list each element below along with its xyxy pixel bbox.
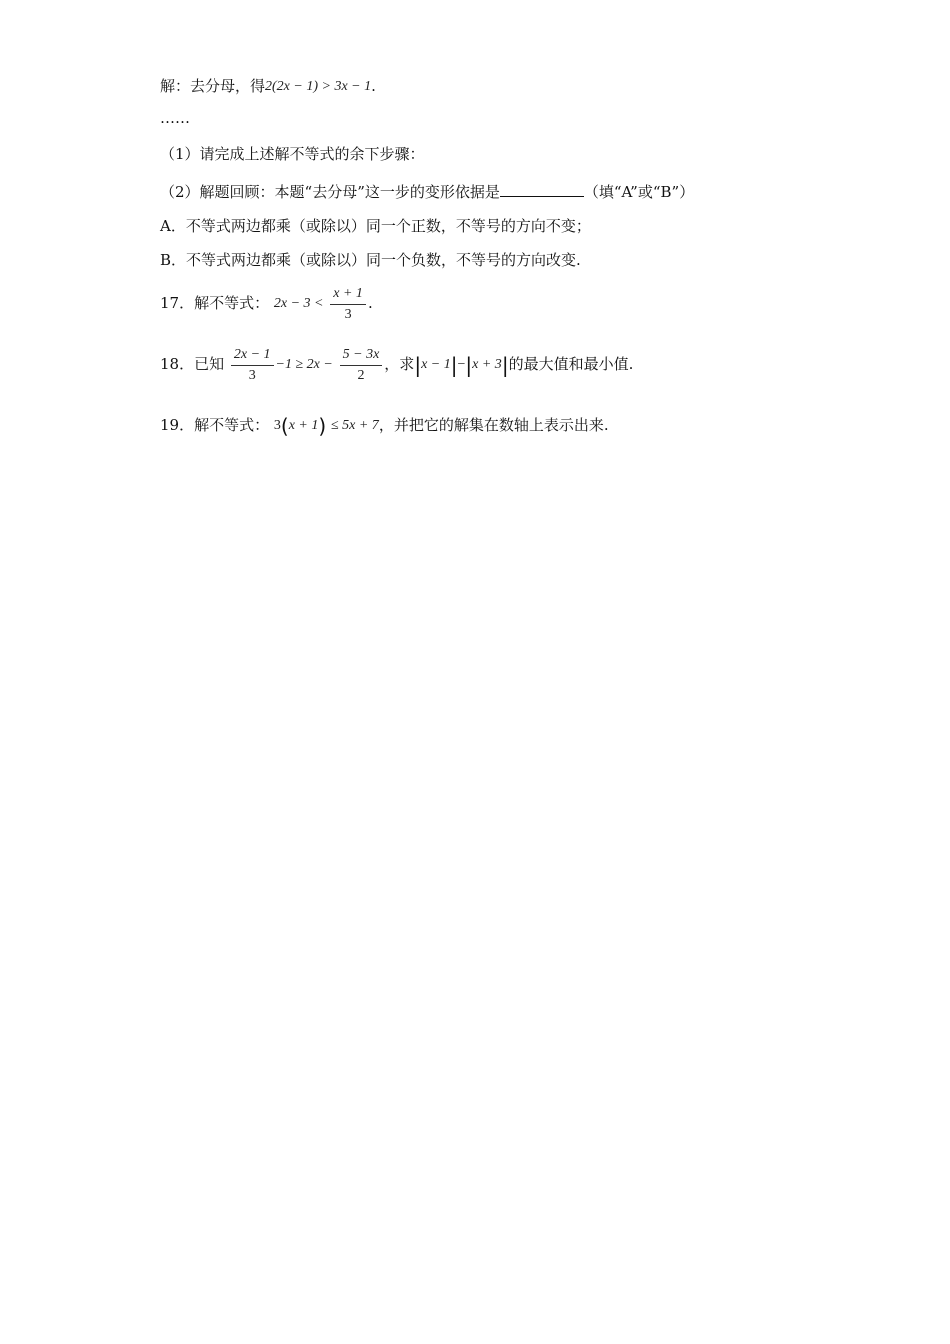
q17-label: 17．解不等式： — [160, 294, 270, 312]
question-18 — [160, 342, 633, 387]
question-17 — [160, 283, 373, 324]
q18-minus: − — [457, 357, 466, 372]
q18-fraction-1 — [231, 347, 274, 384]
q19-coef: 3 — [273, 418, 281, 433]
q17-end: . — [367, 294, 373, 312]
q18-f2-denominator: 2 — [357, 367, 365, 383]
q18-tail: 的最大值和最小值. — [508, 355, 634, 373]
q17-denominator: 3 — [344, 306, 352, 322]
q18-f1-denominator: 3 — [248, 367, 256, 383]
q18-mid: −1 ≥ 2x − — [275, 357, 333, 372]
q19-label: 19．解不等式： — [160, 416, 270, 434]
solution-math: 2(2x − 1) > 3x − 1 — [265, 79, 372, 94]
sub-question-2-suffix: （填“A”或“B”） — [583, 183, 695, 201]
solution-label: 解：去分母，得 — [160, 77, 266, 95]
q19-tail: ，并把它的解集在数轴上表示出来. — [378, 416, 609, 434]
option-a: A．不等式两边都乘（或除以）同一个正数，不等号的方向不变； — [160, 217, 591, 235]
ellipsis: …… — [160, 109, 190, 127]
sub-question-1: （1）请完成上述解不等式的余下步骤： — [160, 145, 425, 163]
sub-question-2-text: （2）解题回顾：本题“去分母”这一步的变形依据是 — [160, 183, 500, 201]
solution-end: . — [371, 77, 376, 95]
abs-bar: | — [450, 353, 458, 377]
q18-fraction-2 — [340, 347, 383, 384]
paren-right: ) — [318, 414, 327, 438]
answer-blank[interactable] — [500, 181, 584, 197]
q17-fraction — [330, 286, 366, 323]
question-19 — [160, 407, 609, 444]
abs-bar: | — [501, 353, 509, 377]
abs-bar: | — [465, 353, 473, 377]
q17-numerator: x + 1 — [330, 286, 366, 305]
q19-inner: x + 1 — [288, 418, 319, 433]
q18-abs-2: x + 3 — [472, 357, 502, 372]
abs-bar: | — [414, 353, 422, 377]
q17-lhs: 2x − 3 < — [273, 296, 324, 311]
option-b: B．不等式两边都乘（或除以）同一个负数，不等号的方向改变. — [160, 251, 581, 269]
q18-f2-numerator: 5 − 3x — [340, 347, 383, 366]
q18-ask: ，求 — [384, 355, 415, 373]
solution-line — [160, 76, 376, 97]
q18-f1-numerator: 2x − 1 — [231, 347, 274, 366]
paren-left: ( — [280, 414, 289, 438]
q19-rhs: ≤ 5x + 7 — [330, 418, 379, 433]
q18-label: 18．已知 — [160, 355, 225, 373]
q18-abs-1: x − 1 — [421, 357, 451, 372]
sub-question-2 — [160, 181, 694, 202]
